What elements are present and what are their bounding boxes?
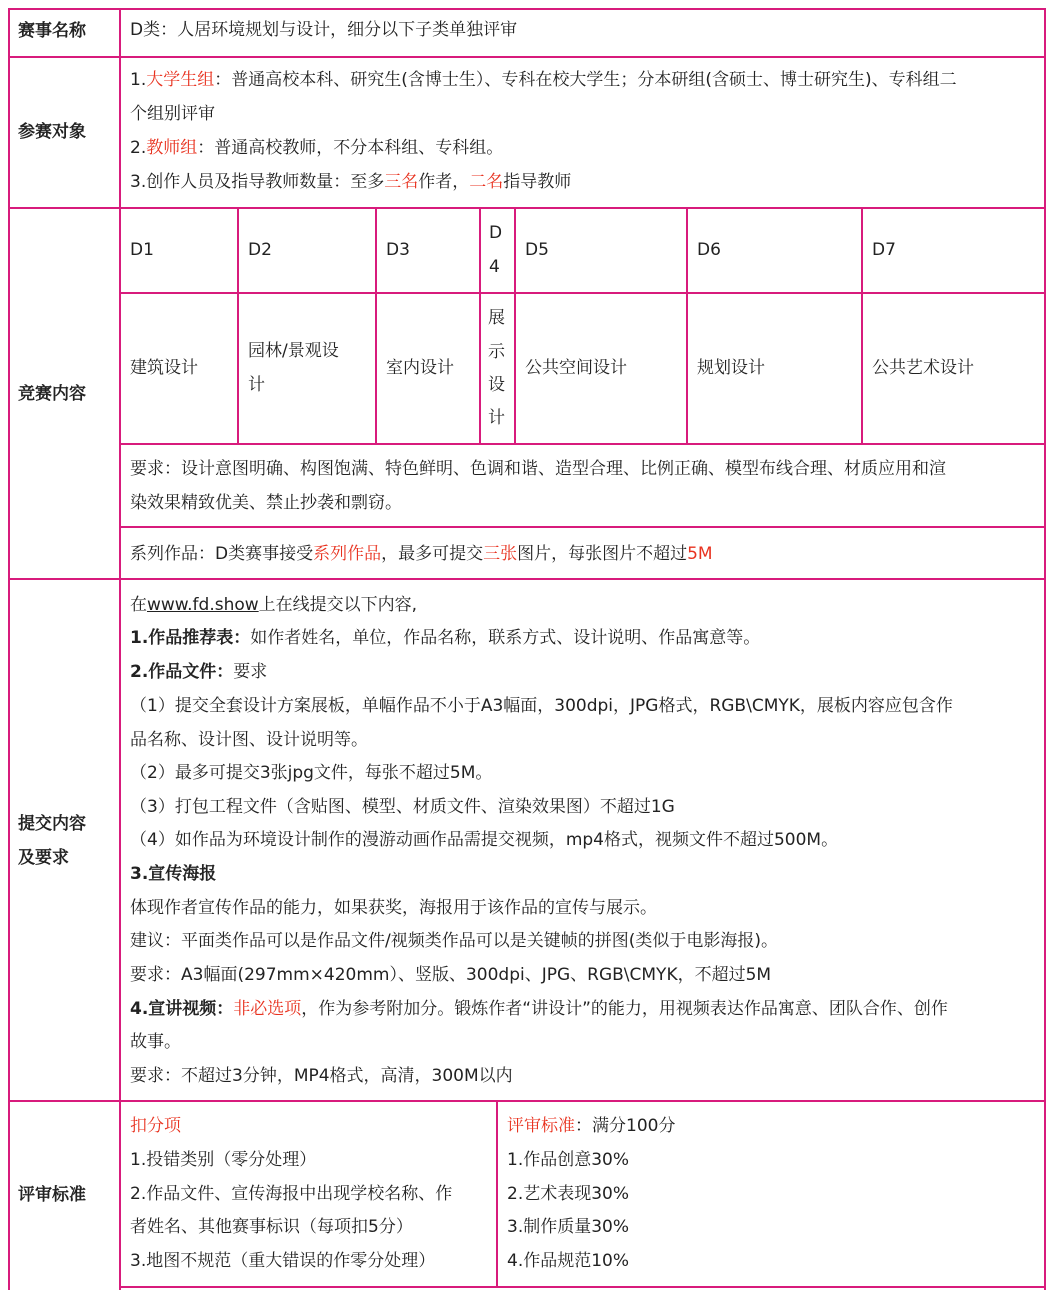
grid-divider	[479, 208, 481, 444]
participants-line-3: 2.教师组：普通高校教师，不分本科组、专科组。	[130, 138, 504, 158]
category-landscape-b: 计	[248, 375, 265, 395]
submission-item-1: 1.作品推荐表：如作者姓名，单位，作品名称，联系方式、设计说明、作品寓意等。	[130, 628, 761, 648]
deduction-3: 3.地图不规范（重大错误的作零分处理）	[130, 1251, 436, 1271]
label-criteria: 评审标准	[18, 1185, 86, 1205]
row-divider	[8, 207, 1046, 209]
participants-line-1: 1.大学生组：普通高校本科、研究生(含博士生）、专科在校大学生；分本研组(含硕士、博士研究生)、专科组二	[130, 70, 957, 90]
category-public-art: 公共艺术设计	[872, 358, 974, 378]
submission-item-2-2: （2）最多可提交3张jpg文件，每张不超过5M。	[130, 763, 493, 783]
submission-item-2-4: （4）如作品为环境设计制作的漫游动画作品需提交视频，mp4格式，视频文件不超过500M。	[130, 830, 839, 850]
column-divider	[119, 8, 121, 1290]
grid-divider	[861, 208, 863, 444]
requirements-line-2: 染效果精致优美、禁止抄袭和剽窃。	[130, 493, 402, 513]
code-d4-a: D	[489, 223, 503, 243]
grid-divider	[237, 208, 239, 444]
standard-title: 评审标准：满分100分	[507, 1116, 676, 1136]
website-link[interactable]: www.fd.show	[147, 595, 259, 615]
category-exhibition-1: 展	[488, 308, 505, 328]
row-divider	[8, 56, 1046, 58]
grid-divider	[514, 208, 516, 444]
submission-item-2-3: （3）打包工程文件（含贴图、模型、材质文件、渲染效果图）不超过1G	[130, 797, 675, 817]
code-d3: D3	[386, 240, 410, 260]
submission-item-4: 4.宣讲视频：非必选项，作为参考附加分。锻炼作者“讲设计”的能力，用视频表达作品寓意、团队合作、创作	[130, 999, 948, 1019]
submission-item-3-1: 体现作者宣传作品的能力，如果获奖，海报用于该作品的宣传与展示。	[130, 898, 657, 918]
submission-item-3: 3.宣传海报	[130, 864, 217, 884]
category-landscape-a: 园林/景观设	[248, 341, 339, 361]
submission-item-4-c: 要求：不超过3分钟，MP4格式，高清，300M以内	[130, 1066, 513, 1086]
standard-4: 4.作品规范10%	[507, 1251, 630, 1271]
row-divider	[8, 578, 1046, 580]
code-d5: D5	[525, 240, 549, 260]
standard-2: 2.艺术表现30%	[507, 1184, 630, 1204]
deduction-1: 1.投错类别（零分处理）	[130, 1150, 317, 1170]
grid-divider	[375, 208, 377, 444]
competition-name: D类：人居环境规划与设计，细分以下子类单独评审	[130, 20, 518, 40]
code-d4-b: 4	[489, 257, 500, 277]
grid-divider	[120, 292, 1046, 294]
label-competition-name: 赛事名称	[18, 21, 86, 41]
deduction-2b: 者姓名、其他赛事标识（每项扣5分）	[130, 1217, 413, 1237]
grid-divider	[120, 1286, 1046, 1288]
standard-1: 1.作品创意30%	[507, 1150, 630, 1170]
category-exhibition-2: 示	[488, 342, 505, 362]
submission-item-2: 2.作品文件：要求	[130, 662, 268, 682]
row-divider	[8, 1100, 1046, 1102]
label-content: 竞赛内容	[18, 384, 86, 404]
series-works: 系列作品：D类赛事接受系列作品，最多可提交三张图片，每张图片不超过5M	[130, 544, 713, 564]
requirements-line-1: 要求：设计意图明确、构图饱满、特色鲜明、色调和谐、造型合理、比例正确、模型布线合理、材质应用和渲	[130, 459, 946, 479]
label-participants: 参赛对象	[18, 122, 86, 142]
category-public-space: 公共空间设计	[525, 358, 627, 378]
submission-intro: 在www.fd.show上在线提交以下内容,	[130, 595, 418, 615]
deduction-title: 扣分项	[130, 1116, 181, 1136]
submission-item-4-b: 故事。	[130, 1032, 181, 1052]
label-submission-1: 提交内容	[18, 814, 86, 834]
grid-divider	[686, 208, 688, 444]
submission-item-2-1a: （1）提交全套设计方案展板，单幅作品不小于A3幅面，300dpi，JPG格式，RGB\CMYK，展板内容应包含作	[130, 696, 953, 716]
label-submission-2: 及要求	[18, 848, 69, 868]
participants-line-4: 3.创作人员及指导教师数量：至多三名作者，二名指导教师	[130, 172, 572, 192]
category-planning: 规划设计	[697, 358, 765, 378]
grid-divider	[120, 443, 1046, 445]
code-d2: D2	[248, 240, 272, 260]
code-d1: D1	[130, 240, 154, 260]
submission-item-2-1b: 品名称、设计图、设计说明等。	[130, 730, 368, 750]
participants-line-2: 个组别评审	[130, 104, 215, 124]
category-interior: 室内设计	[386, 358, 454, 378]
submission-item-3-3: 要求：A3幅面(297mm×420mm）、竖版、300dpi、JPG、RGB\CMYK，不超过5M	[130, 965, 772, 985]
category-architecture: 建筑设计	[130, 358, 198, 378]
submission-item-3-2: 建议：平面类作品可以是作品文件/视频类作品可以是关键帧的拼图(类似于电影海报)。	[130, 931, 778, 951]
code-d7: D7	[872, 240, 896, 260]
deduction-2a: 2.作品文件、宣传海报中出现学校名称、作	[130, 1184, 453, 1204]
grid-divider	[496, 1101, 498, 1287]
standard-3: 3.制作质量30%	[507, 1217, 630, 1237]
category-exhibition-3: 设	[488, 375, 505, 395]
code-d6: D6	[697, 240, 721, 260]
grid-divider	[120, 526, 1046, 528]
category-exhibition-4: 计	[488, 408, 505, 428]
